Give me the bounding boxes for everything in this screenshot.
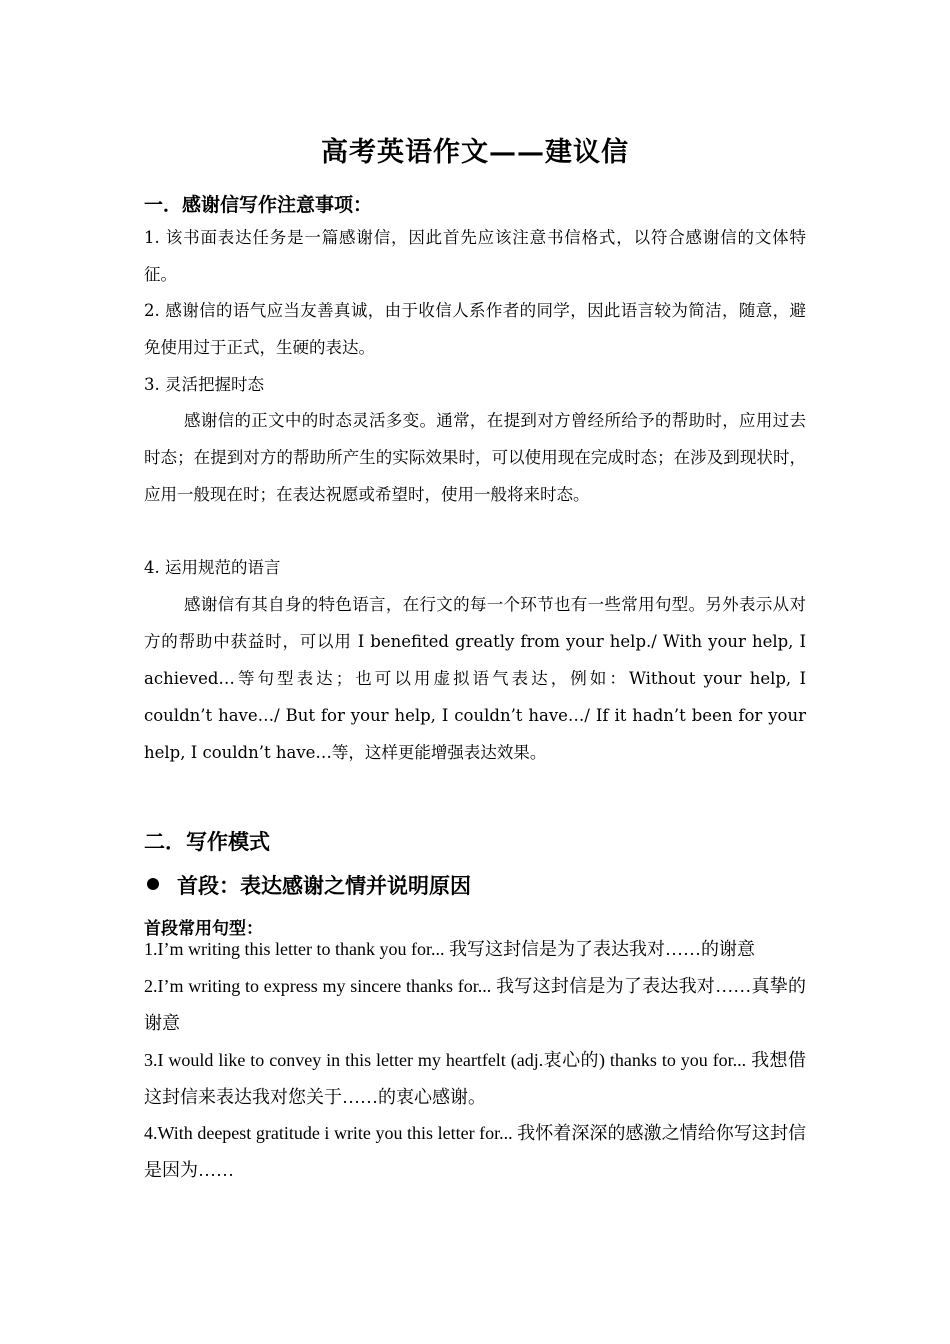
- sub-heading-sentences: 首段常用句型：: [144, 919, 263, 939]
- paragraph-item-3-title: 3. 灵活把握时态: [144, 375, 264, 394]
- paragraph-item-4-body: 感谢信有其自身的特色语言，在行文的每一个环节也有一些常用句型。另外表示从对方的帮助中获益时，可以用 I benefited greatly from your help./ With your help, I achieved…等句型表达；也可以用虚拟语气表达，例如：Without your help, I couldn’t have…/ But for your help, I couldn’t have…/ If it hadn’t been for your help, I couldn’t have…等，这样更能增强表达效果。: [144, 595, 806, 762]
- sentence-3: 3.I would like to convey in this letter my heartfelt (adj.衷心的) thanks to you for... 我想借这封信来表达我对您关于……的衷心感谢。: [144, 1050, 806, 1107]
- section-heading-pattern: 二．写作模式: [144, 829, 270, 854]
- section-heading-notes: 一．感谢信写作注意事项：: [144, 194, 373, 216]
- sentence-2: 2.I’m writing to express my sincere thanks for... 我写这封信是为了表达我对……真挚的谢意: [144, 976, 806, 1033]
- page-title: 高考英语作文——建议信: [321, 137, 629, 168]
- bullet-first-paragraph: [144, 870, 471, 900]
- paragraph-item-2: 2. 感谢信的语气应当友善真诚，由于收信人系作者的同学，因此语言较为简洁，随意，避免使用过于正式，生硬的表达。: [144, 301, 806, 357]
- paragraph-item-3-body: 感谢信的正文中的时态灵活多变。通常，在提到对方曾经所给予的帮助时，应用过去时态；在提到对方的帮助所产生的实际效果时，可以使用现在完成时态；在涉及到现状时，应用一般现在时；在表达祝愿或希望时，使用一般将来时态。: [144, 411, 806, 504]
- bullet-text: 首段：表达感谢之情并说明原因: [177, 873, 471, 898]
- paragraph-item-4-title: 4. 运用规范的语言: [144, 558, 281, 577]
- bullet-dot-icon: [147, 878, 159, 890]
- sentence-1: 1.I’m writing this letter to thank you for... 我写这封信是为了表达我对……的谢意: [144, 939, 755, 959]
- sentence-4: 4.With deepest gratitude i write you this letter for... 我怀着深深的感激之情给你写这封信是因为……: [144, 1123, 806, 1180]
- paragraph-item-1: 1. 该书面表达任务是一篇感谢信，因此首先应该注意书信格式，以符合感谢信的文体特征。: [144, 228, 806, 284]
